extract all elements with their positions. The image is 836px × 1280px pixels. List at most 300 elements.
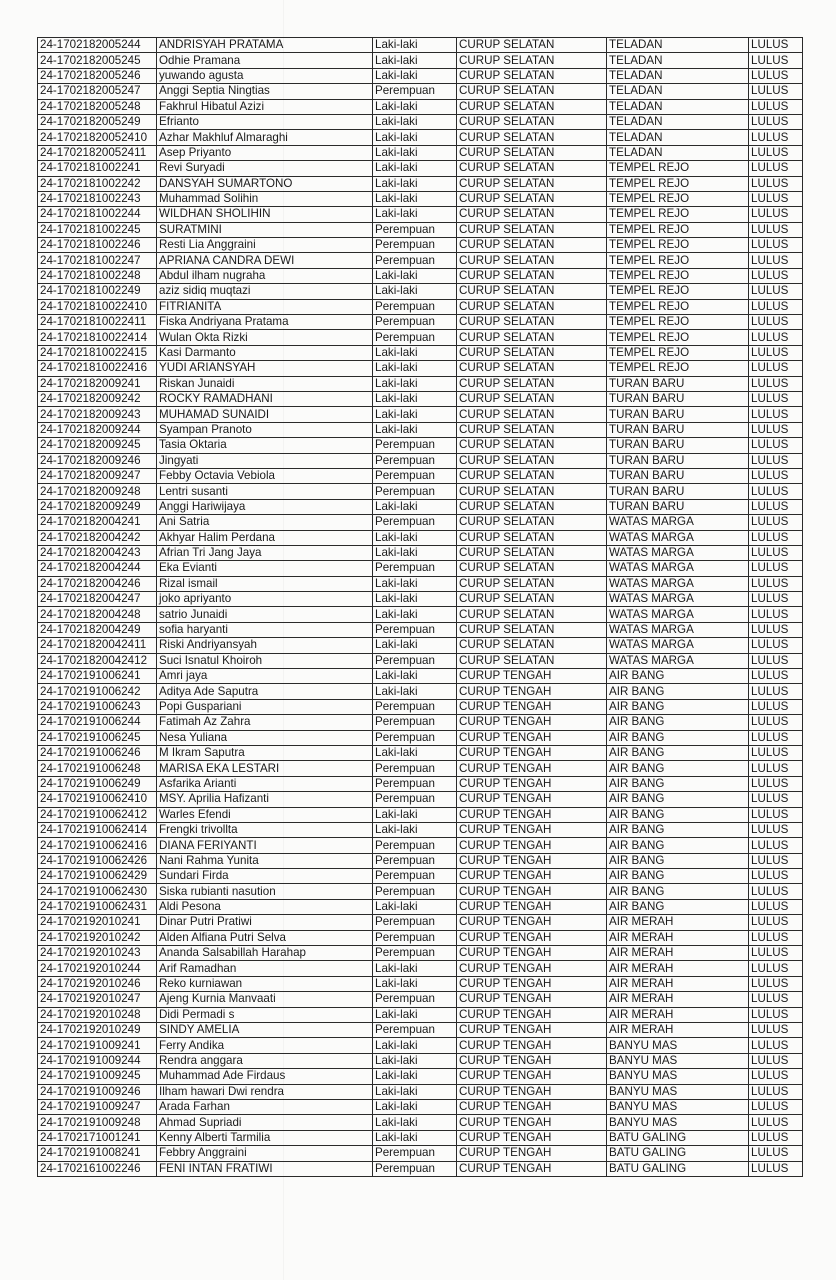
village-cell: TELADAN bbox=[607, 38, 749, 53]
table-row bbox=[38, 930, 803, 945]
gender-cell: Laki-laki bbox=[373, 407, 457, 422]
status-cell: LULUS bbox=[749, 1069, 803, 1084]
registration-number-cell: 24-1702182009247 bbox=[38, 468, 157, 483]
participant-name-cell: Fatimah Az Zahra bbox=[157, 715, 373, 730]
gender-cell: Laki-laki bbox=[373, 638, 457, 653]
registration-number-cell: 24-1702182009248 bbox=[38, 484, 157, 499]
village-cell: TEMPEL REJO bbox=[607, 315, 749, 330]
registration-number-cell: 24-17021910062429 bbox=[38, 869, 157, 884]
participant-name-cell: Muhammad Ade Firdaus bbox=[157, 1069, 373, 1084]
registration-number-cell: 24-1702182005247 bbox=[38, 84, 157, 99]
village-cell: AIR BANG bbox=[607, 669, 749, 684]
district-cell: CURUP SELATAN bbox=[457, 499, 607, 514]
participant-name-cell: Dinar Putri Pratiwi bbox=[157, 915, 373, 930]
district-cell: CURUP SELATAN bbox=[457, 484, 607, 499]
registration-number-cell: 24-1702191006249 bbox=[38, 776, 157, 791]
table-row bbox=[38, 145, 803, 160]
registration-number-cell: 24-1702182009246 bbox=[38, 453, 157, 468]
registration-number-cell: 24-1702182004247 bbox=[38, 592, 157, 607]
gender-cell: Perempuan bbox=[373, 468, 457, 483]
village-cell: TEMPEL REJO bbox=[607, 299, 749, 314]
registration-number-cell: 24-17021820052410 bbox=[38, 130, 157, 145]
registration-number-cell: 24-1702181002245 bbox=[38, 222, 157, 237]
status-cell: LULUS bbox=[749, 899, 803, 914]
participant-name-cell: sofia haryanti bbox=[157, 622, 373, 637]
gender-cell: Laki-laki bbox=[373, 545, 457, 560]
gender-cell: Laki-laki bbox=[373, 284, 457, 299]
status-cell: LULUS bbox=[749, 284, 803, 299]
participant-name-cell: Popi Guspariani bbox=[157, 699, 373, 714]
village-cell: TEMPEL REJO bbox=[607, 268, 749, 283]
status-cell: LULUS bbox=[749, 930, 803, 945]
table-row bbox=[38, 838, 803, 853]
village-cell: TELADAN bbox=[607, 53, 749, 68]
district-cell: CURUP SELATAN bbox=[457, 361, 607, 376]
participant-name-cell: MSY. Aprilia Hafizanti bbox=[157, 792, 373, 807]
status-cell: LULUS bbox=[749, 161, 803, 176]
gender-cell: Laki-laki bbox=[373, 1115, 457, 1130]
registration-number-cell: 24-1702181002242 bbox=[38, 176, 157, 191]
status-cell: LULUS bbox=[749, 530, 803, 545]
participant-name-cell: Afrian Tri Jang Jaya bbox=[157, 545, 373, 560]
registration-number-cell: 24-1702182005248 bbox=[38, 99, 157, 114]
village-cell: TELADAN bbox=[607, 68, 749, 83]
registration-number-cell: 24-1702182009249 bbox=[38, 499, 157, 514]
table-row bbox=[38, 730, 803, 745]
gender-cell: Laki-laki bbox=[373, 1038, 457, 1053]
participant-name-cell: Azhar Makhluf Almaraghi bbox=[157, 130, 373, 145]
participant-name-cell: Odhie Pramana bbox=[157, 53, 373, 68]
registration-number-cell: 24-1702192010248 bbox=[38, 1007, 157, 1022]
village-cell: TURAN BARU bbox=[607, 376, 749, 391]
registration-number-cell: 24-1702182004249 bbox=[38, 622, 157, 637]
registration-number-cell: 24-1702161002246 bbox=[38, 1161, 157, 1176]
status-cell: LULUS bbox=[749, 84, 803, 99]
gender-cell: Laki-laki bbox=[373, 592, 457, 607]
gender-cell: Perempuan bbox=[373, 238, 457, 253]
registration-number-cell: 24-1702182009242 bbox=[38, 391, 157, 406]
gender-cell: Laki-laki bbox=[373, 99, 457, 114]
participant-name-cell: Rendra anggara bbox=[157, 1053, 373, 1068]
gender-cell: Laki-laki bbox=[373, 1099, 457, 1114]
participant-name-cell: WILDHAN SHOLIHIN bbox=[157, 207, 373, 222]
participant-name-cell: Anggi Hariwijaya bbox=[157, 499, 373, 514]
table-row bbox=[38, 361, 803, 376]
registration-number-cell: 24-1702191008241 bbox=[38, 1146, 157, 1161]
participant-name-cell: ROCKY RAMADHANI bbox=[157, 391, 373, 406]
village-cell: AIR BANG bbox=[607, 838, 749, 853]
village-cell: TEMPEL REJO bbox=[607, 238, 749, 253]
village-cell: AIR BANG bbox=[607, 730, 749, 745]
table-row bbox=[38, 899, 803, 914]
table-row bbox=[38, 1023, 803, 1038]
gender-cell: Laki-laki bbox=[373, 161, 457, 176]
table-row bbox=[38, 715, 803, 730]
village-cell: AIR BANG bbox=[607, 792, 749, 807]
village-cell: TURAN BARU bbox=[607, 407, 749, 422]
registration-number-cell: 24-1702182005245 bbox=[38, 53, 157, 68]
village-cell: BANYU MAS bbox=[607, 1069, 749, 1084]
gender-cell: Perempuan bbox=[373, 761, 457, 776]
gender-cell: Laki-laki bbox=[373, 176, 457, 191]
gender-cell: Laki-laki bbox=[373, 68, 457, 83]
participant-name-cell: Riskan Junaidi bbox=[157, 376, 373, 391]
participant-name-cell: Revi Suryadi bbox=[157, 161, 373, 176]
table-row bbox=[38, 376, 803, 391]
participant-name-cell: FENI INTAN FRATIWI bbox=[157, 1161, 373, 1176]
participant-name-cell: Muhammad Solihin bbox=[157, 191, 373, 206]
registration-number-cell: 24-1702182004248 bbox=[38, 607, 157, 622]
village-cell: WATAS MARGA bbox=[607, 561, 749, 576]
registration-number-cell: 24-1702191006241 bbox=[38, 669, 157, 684]
registration-number-cell: 24-1702181002243 bbox=[38, 191, 157, 206]
table-row bbox=[38, 669, 803, 684]
village-cell: TELADAN bbox=[607, 99, 749, 114]
participant-name-cell: Nesa Yuliana bbox=[157, 730, 373, 745]
registration-number-cell: 24-17021820052411 bbox=[38, 145, 157, 160]
registration-number-cell: 24-17021810022414 bbox=[38, 330, 157, 345]
participant-name-cell: Kasi Darmanto bbox=[157, 345, 373, 360]
status-cell: LULUS bbox=[749, 961, 803, 976]
table-row bbox=[38, 1007, 803, 1022]
table-row bbox=[38, 684, 803, 699]
participant-name-cell: Warles Efendi bbox=[157, 807, 373, 822]
district-cell: CURUP TENGAH bbox=[457, 1146, 607, 1161]
participant-name-cell: Syampan Pranoto bbox=[157, 422, 373, 437]
village-cell: WATAS MARGA bbox=[607, 576, 749, 591]
gender-cell: Perempuan bbox=[373, 84, 457, 99]
gender-cell: Perempuan bbox=[373, 622, 457, 637]
status-cell: LULUS bbox=[749, 730, 803, 745]
gender-cell: Laki-laki bbox=[373, 207, 457, 222]
village-cell: BATU GALING bbox=[607, 1146, 749, 1161]
status-cell: LULUS bbox=[749, 792, 803, 807]
registration-number-cell: 24-1702182009241 bbox=[38, 376, 157, 391]
table-row bbox=[38, 946, 803, 961]
participant-name-cell: Anggi Septia Ningtias bbox=[157, 84, 373, 99]
status-cell: LULUS bbox=[749, 99, 803, 114]
participant-name-cell: Eka Evianti bbox=[157, 561, 373, 576]
registration-number-cell: 24-1702182009244 bbox=[38, 422, 157, 437]
results-sheet bbox=[37, 37, 803, 1177]
registration-number-cell: 24-1702182004243 bbox=[38, 545, 157, 560]
status-cell: LULUS bbox=[749, 838, 803, 853]
table-row bbox=[38, 315, 803, 330]
registration-number-cell: 24-1702192010241 bbox=[38, 915, 157, 930]
registration-number-cell: 24-17021810022415 bbox=[38, 345, 157, 360]
village-cell: WATAS MARGA bbox=[607, 515, 749, 530]
status-cell: LULUS bbox=[749, 607, 803, 622]
district-cell: CURUP SELATAN bbox=[457, 268, 607, 283]
gender-cell: Laki-laki bbox=[373, 268, 457, 283]
table-row bbox=[38, 191, 803, 206]
status-cell: LULUS bbox=[749, 853, 803, 868]
gender-cell: Laki-laki bbox=[373, 530, 457, 545]
status-cell: LULUS bbox=[749, 946, 803, 961]
status-cell: LULUS bbox=[749, 761, 803, 776]
gender-cell: Laki-laki bbox=[373, 899, 457, 914]
table-row bbox=[38, 745, 803, 760]
table-row bbox=[38, 114, 803, 129]
district-cell: CURUP SELATAN bbox=[457, 207, 607, 222]
status-cell: LULUS bbox=[749, 807, 803, 822]
status-cell: LULUS bbox=[749, 438, 803, 453]
district-cell: CURUP TENGAH bbox=[457, 1161, 607, 1176]
participant-name-cell: Frengki trivollta bbox=[157, 822, 373, 837]
gender-cell: Perempuan bbox=[373, 699, 457, 714]
district-cell: CURUP SELATAN bbox=[457, 638, 607, 653]
registration-number-cell: 24-1702181002244 bbox=[38, 207, 157, 222]
village-cell: WATAS MARGA bbox=[607, 592, 749, 607]
registration-number-cell: 24-17021910062410 bbox=[38, 792, 157, 807]
village-cell: TELADAN bbox=[607, 84, 749, 99]
participant-name-cell: Efrianto bbox=[157, 114, 373, 129]
participant-name-cell: Ananda Salsabillah Harahap bbox=[157, 946, 373, 961]
gender-cell: Laki-laki bbox=[373, 499, 457, 514]
district-cell: CURUP TENGAH bbox=[457, 930, 607, 945]
village-cell: AIR MERAH bbox=[607, 1007, 749, 1022]
gender-cell: Perempuan bbox=[373, 561, 457, 576]
participant-name-cell: MUHAMAD SUNAIDI bbox=[157, 407, 373, 422]
registration-number-cell: 24-1702182004241 bbox=[38, 515, 157, 530]
registration-number-cell: 24-1702182004242 bbox=[38, 530, 157, 545]
district-cell: CURUP SELATAN bbox=[457, 145, 607, 160]
status-cell: LULUS bbox=[749, 207, 803, 222]
status-cell: LULUS bbox=[749, 130, 803, 145]
registration-number-cell: 24-17021910062416 bbox=[38, 838, 157, 853]
registration-number-cell: 24-1702182004244 bbox=[38, 561, 157, 576]
registration-number-cell: 24-1702191009248 bbox=[38, 1115, 157, 1130]
district-cell: CURUP TENGAH bbox=[457, 761, 607, 776]
village-cell: TEMPEL REJO bbox=[607, 191, 749, 206]
table-row bbox=[38, 176, 803, 191]
table-row bbox=[38, 345, 803, 360]
registration-number-cell: 24-1702181002247 bbox=[38, 253, 157, 268]
gender-cell: Perempuan bbox=[373, 946, 457, 961]
participant-name-cell: joko apriyanto bbox=[157, 592, 373, 607]
table-row bbox=[38, 992, 803, 1007]
registration-number-cell: 24-1702192010242 bbox=[38, 930, 157, 945]
district-cell: CURUP SELATAN bbox=[457, 284, 607, 299]
status-cell: LULUS bbox=[749, 1007, 803, 1022]
registration-number-cell: 24-1702191006245 bbox=[38, 730, 157, 745]
participant-name-cell: Didi Permadi s bbox=[157, 1007, 373, 1022]
status-cell: LULUS bbox=[749, 515, 803, 530]
status-cell: LULUS bbox=[749, 1023, 803, 1038]
gender-cell: Perempuan bbox=[373, 253, 457, 268]
gender-cell: Perempuan bbox=[373, 222, 457, 237]
gender-cell: Laki-laki bbox=[373, 1130, 457, 1145]
gender-cell: Laki-laki bbox=[373, 391, 457, 406]
table-row bbox=[38, 761, 803, 776]
district-cell: CURUP SELATAN bbox=[457, 130, 607, 145]
status-cell: LULUS bbox=[749, 1146, 803, 1161]
village-cell: AIR BANG bbox=[607, 715, 749, 730]
participant-name-cell: Fiska Andriyana Pratama bbox=[157, 315, 373, 330]
status-cell: LULUS bbox=[749, 391, 803, 406]
district-cell: CURUP SELATAN bbox=[457, 422, 607, 437]
participant-name-cell: SINDY AMELIA bbox=[157, 1023, 373, 1038]
gender-cell: Perempuan bbox=[373, 653, 457, 668]
village-cell: AIR BANG bbox=[607, 776, 749, 791]
village-cell: WATAS MARGA bbox=[607, 653, 749, 668]
village-cell: TEMPEL REJO bbox=[607, 176, 749, 191]
gender-cell: Perempuan bbox=[373, 930, 457, 945]
registration-number-cell: 24-17021910062430 bbox=[38, 884, 157, 899]
registration-number-cell: 24-1702182009245 bbox=[38, 438, 157, 453]
district-cell: CURUP SELATAN bbox=[457, 453, 607, 468]
gender-cell: Laki-laki bbox=[373, 1084, 457, 1099]
table-row bbox=[38, 268, 803, 283]
village-cell: TEMPEL REJO bbox=[607, 222, 749, 237]
status-cell: LULUS bbox=[749, 669, 803, 684]
table-row bbox=[38, 653, 803, 668]
table-row bbox=[38, 438, 803, 453]
district-cell: CURUP TENGAH bbox=[457, 1115, 607, 1130]
registration-number-cell: 24-1702191009247 bbox=[38, 1099, 157, 1114]
table-row bbox=[38, 1053, 803, 1068]
participant-name-cell: Febbry Anggraini bbox=[157, 1146, 373, 1161]
village-cell: AIR MERAH bbox=[607, 946, 749, 961]
table-row bbox=[38, 1130, 803, 1145]
table-row bbox=[38, 1069, 803, 1084]
results-table bbox=[37, 37, 803, 1177]
table-row bbox=[38, 792, 803, 807]
table-row bbox=[38, 961, 803, 976]
district-cell: CURUP SELATAN bbox=[457, 530, 607, 545]
table-row bbox=[38, 38, 803, 53]
participant-name-cell: Aditya Ade Saputra bbox=[157, 684, 373, 699]
village-cell: TURAN BARU bbox=[607, 468, 749, 483]
status-cell: LULUS bbox=[749, 68, 803, 83]
district-cell: CURUP TENGAH bbox=[457, 1023, 607, 1038]
registration-number-cell: 24-1702192010247 bbox=[38, 992, 157, 1007]
table-row bbox=[38, 699, 803, 714]
registration-number-cell: 24-1702191009244 bbox=[38, 1053, 157, 1068]
status-cell: LULUS bbox=[749, 992, 803, 1007]
registration-number-cell: 24-17021910062431 bbox=[38, 899, 157, 914]
participant-name-cell: Aldi Pesona bbox=[157, 899, 373, 914]
table-row bbox=[38, 453, 803, 468]
gender-cell: Perempuan bbox=[373, 484, 457, 499]
district-cell: CURUP SELATAN bbox=[457, 391, 607, 406]
village-cell: TELADAN bbox=[607, 130, 749, 145]
table-row bbox=[38, 330, 803, 345]
table-row bbox=[38, 822, 803, 837]
registration-number-cell: 24-1702181002248 bbox=[38, 268, 157, 283]
gender-cell: Laki-laki bbox=[373, 745, 457, 760]
table-row bbox=[38, 222, 803, 237]
status-cell: LULUS bbox=[749, 1115, 803, 1130]
district-cell: CURUP SELATAN bbox=[457, 561, 607, 576]
table-row bbox=[38, 976, 803, 991]
table-row bbox=[38, 1084, 803, 1099]
village-cell: WATAS MARGA bbox=[607, 607, 749, 622]
gender-cell: Perempuan bbox=[373, 1146, 457, 1161]
registration-number-cell: 24-1702191006246 bbox=[38, 745, 157, 760]
district-cell: CURUP TENGAH bbox=[457, 684, 607, 699]
gender-cell: Laki-laki bbox=[373, 53, 457, 68]
registration-number-cell: 24-17021820042412 bbox=[38, 653, 157, 668]
village-cell: WATAS MARGA bbox=[607, 530, 749, 545]
village-cell: TURAN BARU bbox=[607, 453, 749, 468]
status-cell: LULUS bbox=[749, 53, 803, 68]
table-row bbox=[38, 484, 803, 499]
district-cell: CURUP TENGAH bbox=[457, 822, 607, 837]
gender-cell: Perempuan bbox=[373, 730, 457, 745]
gender-cell: Laki-laki bbox=[373, 807, 457, 822]
table-row bbox=[38, 84, 803, 99]
district-cell: CURUP TENGAH bbox=[457, 1099, 607, 1114]
district-cell: CURUP SELATAN bbox=[457, 515, 607, 530]
participant-name-cell: Ferry Andika bbox=[157, 1038, 373, 1053]
gender-cell: Laki-laki bbox=[373, 976, 457, 991]
participant-name-cell: ANDRISYAH PRATAMA bbox=[157, 38, 373, 53]
table-row bbox=[38, 530, 803, 545]
participant-name-cell: SURATMINI bbox=[157, 222, 373, 237]
district-cell: CURUP SELATAN bbox=[457, 438, 607, 453]
registration-number-cell: 24-1702182005246 bbox=[38, 68, 157, 83]
status-cell: LULUS bbox=[749, 684, 803, 699]
registration-number-cell: 24-17021810022416 bbox=[38, 361, 157, 376]
status-cell: LULUS bbox=[749, 268, 803, 283]
village-cell: BATU GALING bbox=[607, 1130, 749, 1145]
district-cell: CURUP SELATAN bbox=[457, 330, 607, 345]
status-cell: LULUS bbox=[749, 1161, 803, 1176]
participant-name-cell: Abdul ilham nugraha bbox=[157, 268, 373, 283]
village-cell: BANYU MAS bbox=[607, 1084, 749, 1099]
registration-number-cell: 24-1702192010249 bbox=[38, 1023, 157, 1038]
registration-number-cell: 24-17021910062412 bbox=[38, 807, 157, 822]
district-cell: CURUP SELATAN bbox=[457, 299, 607, 314]
village-cell: WATAS MARGA bbox=[607, 545, 749, 560]
gender-cell: Perempuan bbox=[373, 915, 457, 930]
district-cell: CURUP TENGAH bbox=[457, 792, 607, 807]
table-row bbox=[38, 99, 803, 114]
village-cell: TELADAN bbox=[607, 145, 749, 160]
status-cell: LULUS bbox=[749, 315, 803, 330]
gender-cell: Laki-laki bbox=[373, 1053, 457, 1068]
status-cell: LULUS bbox=[749, 299, 803, 314]
district-cell: CURUP SELATAN bbox=[457, 68, 607, 83]
village-cell: AIR BANG bbox=[607, 884, 749, 899]
status-cell: LULUS bbox=[749, 330, 803, 345]
participant-name-cell: Arif Ramadhan bbox=[157, 961, 373, 976]
district-cell: CURUP TENGAH bbox=[457, 1007, 607, 1022]
district-cell: CURUP SELATAN bbox=[457, 114, 607, 129]
registration-number-cell: 24-1702171001241 bbox=[38, 1130, 157, 1145]
district-cell: CURUP TENGAH bbox=[457, 853, 607, 868]
participant-name-cell: FITRIANITA bbox=[157, 299, 373, 314]
district-cell: CURUP SELATAN bbox=[457, 53, 607, 68]
district-cell: CURUP TENGAH bbox=[457, 976, 607, 991]
village-cell: AIR BANG bbox=[607, 869, 749, 884]
table-row bbox=[38, 869, 803, 884]
table-row bbox=[38, 253, 803, 268]
table-row bbox=[38, 561, 803, 576]
registration-number-cell: 24-1702181002246 bbox=[38, 238, 157, 253]
participant-name-cell: Lentri susanti bbox=[157, 484, 373, 499]
gender-cell: Perempuan bbox=[373, 792, 457, 807]
village-cell: AIR BANG bbox=[607, 684, 749, 699]
district-cell: CURUP TENGAH bbox=[457, 884, 607, 899]
participant-name-cell: Alden Alfiana Putri Selva bbox=[157, 930, 373, 945]
district-cell: CURUP TENGAH bbox=[457, 992, 607, 1007]
village-cell: AIR BANG bbox=[607, 699, 749, 714]
participant-name-cell: Jingyati bbox=[157, 453, 373, 468]
village-cell: AIR MERAH bbox=[607, 930, 749, 945]
district-cell: CURUP TENGAH bbox=[457, 715, 607, 730]
